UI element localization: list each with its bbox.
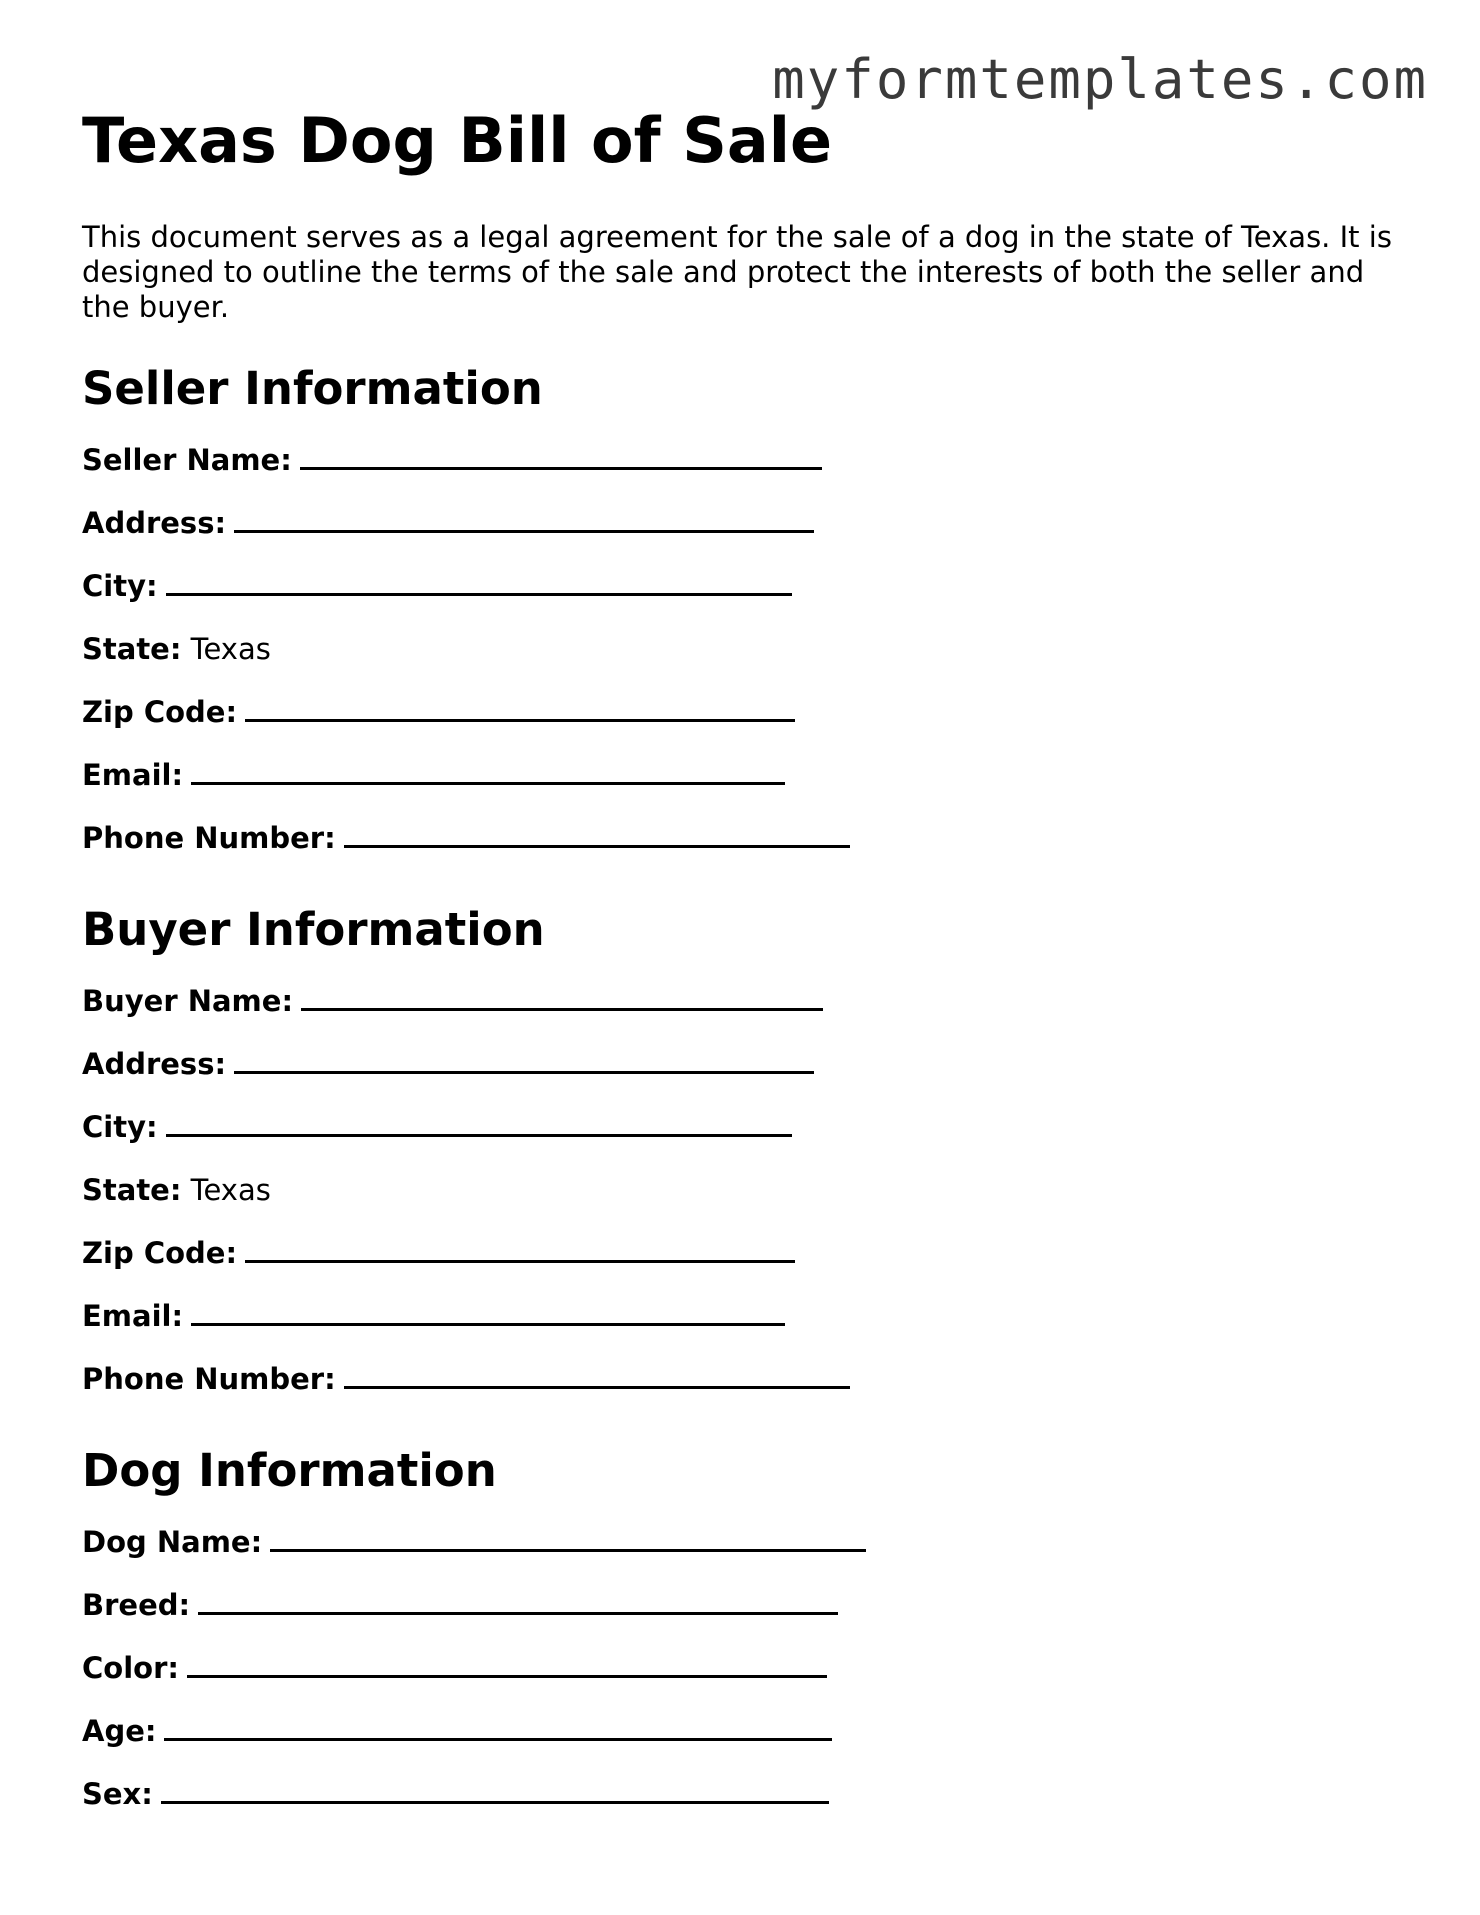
- dog-age-field: [82, 1714, 1402, 1777]
- dog-name-line[interactable]: [270, 1525, 866, 1552]
- dog-sex-line[interactable]: [161, 1777, 829, 1804]
- buyer-city-label: City:: [82, 1110, 158, 1144]
- seller-state-field: [82, 632, 1402, 695]
- seller-phone-field: [82, 821, 1402, 884]
- buyer-email-line[interactable]: [191, 1299, 785, 1326]
- buyer-name-line[interactable]: [301, 984, 823, 1011]
- buyer-state-label: State:: [82, 1173, 182, 1207]
- dog-sex-field: [82, 1777, 1402, 1840]
- dog-age-line[interactable]: [164, 1714, 832, 1741]
- seller-email-field: [82, 758, 1402, 821]
- seller-heading: Seller Information: [82, 362, 543, 415]
- dog-breed-line[interactable]: [198, 1588, 838, 1615]
- buyer-phone-field: [82, 1362, 1402, 1425]
- buyer-address-field: [82, 1047, 1402, 1110]
- dog-color-label: Color:: [82, 1651, 179, 1685]
- seller-phone-label: Phone Number:: [82, 821, 336, 855]
- dog-section: [82, 1443, 1402, 1840]
- buyer-name-label: Buyer Name:: [82, 984, 294, 1018]
- seller-zip-label: Zip Code:: [82, 695, 238, 729]
- seller-state-label: State:: [82, 632, 182, 666]
- seller-email-line[interactable]: [191, 758, 785, 785]
- dog-breed-label: Breed:: [82, 1588, 191, 1622]
- buyer-phone-line[interactable]: [344, 1362, 850, 1389]
- seller-phone-line[interactable]: [344, 821, 850, 848]
- dog-breed-field: [82, 1588, 1402, 1651]
- buyer-city-field: [82, 1110, 1402, 1173]
- seller-zip-field: [82, 695, 1402, 758]
- buyer-state-field: [82, 1173, 1402, 1236]
- seller-city-field: [82, 569, 1402, 632]
- seller-city-label: City:: [82, 569, 158, 603]
- dog-color-line[interactable]: [187, 1651, 827, 1678]
- buyer-zip-line[interactable]: [245, 1236, 795, 1263]
- seller-address-field: [82, 506, 1402, 569]
- seller-zip-line[interactable]: [245, 695, 795, 722]
- dog-sex-label: Sex:: [82, 1777, 153, 1811]
- seller-address-line[interactable]: [234, 506, 814, 533]
- buyer-phone-label: Phone Number:: [82, 1362, 336, 1396]
- seller-address-label: Address:: [82, 506, 227, 540]
- seller-name-label: Seller Name:: [82, 443, 292, 477]
- seller-name-field: [82, 443, 1402, 506]
- dog-color-field: [82, 1651, 1402, 1714]
- dog-name-field: [82, 1525, 1402, 1588]
- buyer-heading: Buyer Information: [82, 903, 545, 956]
- dog-name-label: Dog Name:: [82, 1525, 263, 1559]
- intro-paragraph: This document serves as a legal agreement for the sale of a dog in the state of Texas. It is designed to outline the terms of the sale and protect the interests of both the seller and the buyer.: [82, 220, 1392, 324]
- seller-name-line[interactable]: [300, 443, 822, 470]
- buyer-name-field: [82, 984, 1402, 1047]
- buyer-state-value: Texas: [190, 1173, 271, 1207]
- document-title: Texas Dog Bill of Sale: [82, 104, 832, 177]
- seller-section: [82, 361, 1402, 884]
- buyer-section: [82, 902, 1402, 1425]
- dog-age-label: Age:: [82, 1714, 157, 1748]
- buyer-email-label: Email:: [82, 1299, 184, 1333]
- seller-email-label: Email:: [82, 758, 184, 792]
- seller-state-value: Texas: [190, 632, 271, 666]
- buyer-zip-label: Zip Code:: [82, 1236, 238, 1270]
- buyer-address-line[interactable]: [234, 1047, 814, 1074]
- buyer-zip-field: [82, 1236, 1402, 1299]
- dog-heading: Dog Information: [82, 1444, 497, 1497]
- buyer-address-label: Address:: [82, 1047, 227, 1081]
- buyer-email-field: [82, 1299, 1402, 1362]
- document-page: [82, 104, 1402, 1844]
- buyer-city-line[interactable]: [166, 1110, 792, 1137]
- seller-city-line[interactable]: [166, 569, 792, 596]
- watermark: myformtemplates.com: [772, 48, 1428, 111]
